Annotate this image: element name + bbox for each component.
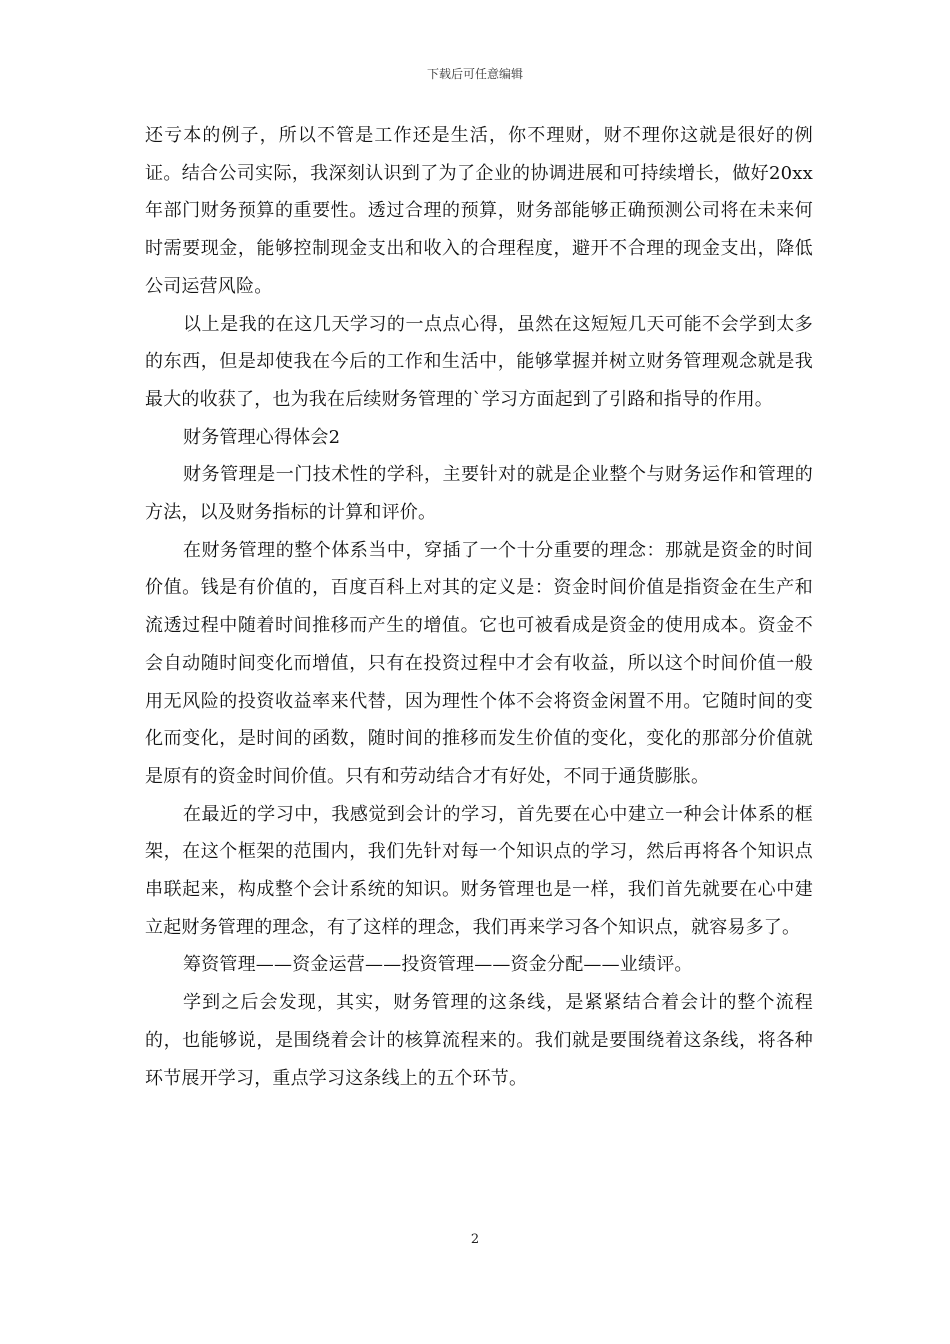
paragraph-4: 在财务管理的整个体系当中，穿插了一个十分重要的理念：那就是资金的时间价值。钱是有价值的，百度百科上对其的定义是：资金时间价值是指资金在生产和流透过程中随着时间推移而产生的增值。它也可被看成是资金的使用成本。资金不会自动随时间变化而增值，只有在投资过程中才会有收益，所以这个时间价值一般用无风险的投资收益率来代替，因为理性个体不会将资金闲置不用。它随时间的变化而变化，是时间的函数，随时间的推移而发生价值的变化，变化的那部分价值就是原有的资金时间价值。只有和劳动结合才有好处，不同于通货膨胀。	[145, 539, 813, 787]
page-number: 2	[470, 1232, 480, 1247]
document-body	[145, 117, 813, 1097]
paragraph-6: 筹资管理——资金运营——投资管理——资金分配——业绩评。	[183, 954, 693, 976]
paragraph-5: 在最近的学习中，我感觉到会计的学习，首先要在心中建立一种会计体系的框架，在这个框架的范围内，我们先针对每一个知识点的学习，然后再将各个知识点串联起来，构成整个会计系统的知识。财务管理也是一样，我们首先就要在心中建立起财务管理的理念，有了这样的理念，我们再来学习各个知识点，就容易多了。	[145, 803, 813, 938]
paragraph-3: 财务管理是一门技术性的学科，主要针对的就是企业整个与财务运作和管理的方法，以及财务指标的计算和评价。	[145, 464, 813, 524]
page-header: 下载后可任意编辑	[426, 67, 523, 81]
paragraph-2: 以上是我的在这几天学习的一点点心得，虽然在这短短几天可能不会学到太多的东西，但是却使我在今后的工作和生活中，能够掌握并树立财务管理观念就是我最大的收获了，也为我在后续财务管理的`学习方面起到了引路和指导的作用。	[145, 313, 813, 410]
section-heading: 财务管理心得体会2	[183, 426, 341, 448]
paragraph-7: 学到之后会发现，其实，财务管理的这条线，是紧紧结合着会计的整个流程的，也能够说，是围绕着会计的核算流程来的。我们就是要围绕着这条线，将各种环节展开学习，重点学习这条线上的五个环节。	[145, 992, 813, 1089]
paragraph-1: 还亏本的例子，所以不管是工作还是生活，你不理财，财不理你这就是很好的例证。结合公司实际，我深刻认识到了为了企业的协调进展和可持续增长，做好20xx年部门财务预算的重要性。透过合理的预算，财务部能够正确预测公司将在未来何时需要现金，能够控制现金支出和收入的合理程度，避开不合理的现金支出，降低公司运营风险。	[145, 125, 813, 297]
